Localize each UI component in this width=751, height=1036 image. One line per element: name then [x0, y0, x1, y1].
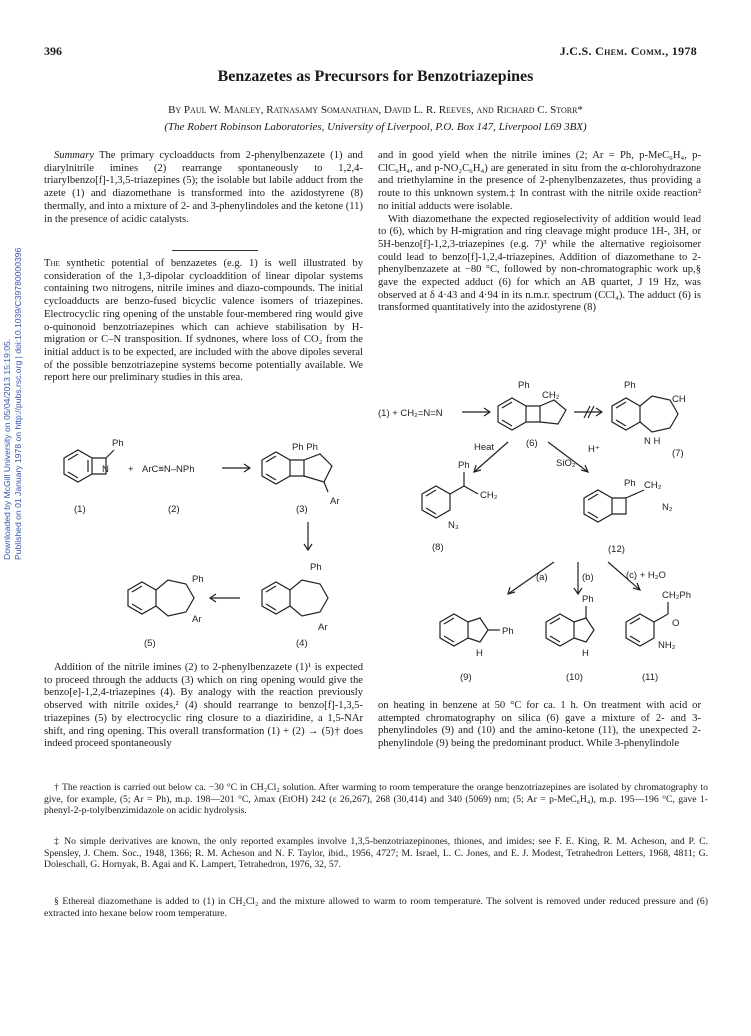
label-ph-10: Ph — [582, 594, 594, 605]
label-ch2-12: CH₂ — [644, 480, 662, 491]
affiliation: (The Robert Robinson Laboratories, University of Liverpool, P.O. Box 147, Liverpool L69 3BX) — [164, 121, 587, 133]
sio2-label: SiO₂ — [556, 458, 576, 469]
acid-treatment-paragraph: on heating in benzene at 50 °C for ca. 1 h. On treatment with acid or attempted chromatography on silica (6) gave a mixture of 2- and 3-phenylindoles (9) and (10) and the amino-ketone (11), the unexpected 2-phenylindole (9) being the predominant product. While 3-phenylindole — [378, 700, 701, 750]
compound-number-12: (12) — [608, 544, 625, 555]
compound-number-6: (6) — [526, 438, 538, 449]
author-list: By Paul W. Manley, Ratnasamy Somanathan, David L. R. Reeves, and Richard C. Storr* — [168, 104, 583, 116]
intro-paragraph — [44, 258, 363, 385]
label-ph-4: Ph — [310, 562, 322, 573]
compound-number-7: (7) — [672, 448, 684, 459]
summary-label: Summary — [54, 150, 95, 161]
label-ph-8: Ph — [458, 460, 470, 471]
label-ph-7: Ph — [624, 380, 636, 391]
label-ch2-8: CH₂ — [480, 490, 498, 501]
download-line: Downloaded by McGill University on 05/04/2013 15:19:05. — [2, 338, 12, 560]
footnote-dagger: † The reaction is carried out below ca. −30 °C in CH₂Cl₂ solution. After warming to room temperature the orange benzotriazepines are isolated by chromatography to give, for example, (5; Ar = Ph), m.p. 198—201 °C, λmax (EtOH) 242 (ε 26,267), 268 (30,414) and 340 (5069) nm; (5; Ar = p-MeC₆H₄), m.p. 195—196 °C, gave 1-phenyl-2-p-tolylbenzimidazole on acidic hydrolysis. — [44, 782, 708, 817]
yield-paragraph: and in good yield when the nitrile imines (2; Ar = Ph, p-MeC₆H₄, p-ClC₆H₄, and p-NO₂C₆H₄) are generated in situ from the α-chlorohydrazone and triethylamine in the presence of 2-phenylbenzazetes, thus providing a route to this unknown system.‡ In contrast with the nitrile oxide reaction² no initial adducts were isolable. — [378, 150, 701, 212]
label-o-11: O — [672, 618, 680, 629]
diazomethane-paragraph: With diazomethane the expected regioselectivity of addition would lead to (6), which by H-migration and ring cleavage might produce 1H-, 3H, or 5H-benzo[f]-1,2,3-triazepines (e.g. 7)³ while the alternative regioisomer could lead to benzo[f]-1,2,4-triazepines. Addition of diazomethane to 2-phenylbenzazete at −80 °C, followed by non-chromatographic work up,§ gave the expected adduct (6) for which an AB quartet, J 19 Hz, was observed at δ 4·43 and 4·94 in its n.m.r. spectrum (CCl₄). The adduct (6) is transformed quantitatively into the azidostyrene (8) — [378, 213, 701, 314]
acid-label: H⁺ — [588, 444, 600, 455]
intro-lead-word: The — [44, 258, 60, 269]
footnote-section-mark: § Ethereal diazomethane is added to (1) in CH₂Cl₂ and the mixture allowed to warm to room temperature. The solvent is removed under reduced pressure and (6) extracted into hexane below room temperature. — [44, 896, 708, 919]
compound-number-9: (9) — [460, 672, 472, 683]
right-column-bottom — [378, 700, 701, 751]
label-ph-9: Ph — [502, 626, 514, 637]
label-nh2-11: NH₂ — [658, 640, 676, 651]
label-ar-5: Ar — [192, 614, 202, 625]
label-ph-5: Ph — [192, 574, 204, 585]
compound-number-3: (3) — [296, 504, 308, 515]
label-ch-7: CH — [672, 394, 686, 405]
heat-label: Heat — [474, 442, 495, 453]
right-column-top — [378, 150, 701, 315]
label-ph-6: Ph — [518, 380, 530, 391]
compound-number-10: (10) — [566, 672, 583, 683]
left-column-top — [44, 150, 363, 226]
summary-text: The primary cycloadducts from 2-phenylbenzazete (1) and diarylnitrile imines (2) rearrange spontaneously to 1,2,4-triarylbenzo[f]-1,3,5-triazepines (5); the isolable but labile adduct from the azete (1) and diazomethane is transformed into the azidostyrene (8) thermally, and into a mixture of 2- and 3-phenylindoles and the ketone (11) in the presence of acidic catalysts. — [44, 150, 363, 225]
left-column-bottom — [44, 662, 363, 751]
label-n-1: N — [102, 464, 109, 475]
summary-paragraph — [44, 150, 363, 226]
label-ar-4: Ar — [318, 622, 328, 633]
path-c-label: (c) + H₂O — [626, 570, 666, 581]
article-title: Benzazetes as Precursors for Benzotriazepines — [217, 68, 534, 85]
label-n2-12: N₂ — [662, 502, 673, 513]
plus-sign: + — [128, 464, 134, 475]
path-a-label: (a) — [536, 572, 548, 583]
nitrile-imine-paragraph: Addition of the nitrile imines (2) to 2-phenylbenzazete (1)¹ is expected to proceed through the adducts (3) which on ring opening would give the benzo[e]-1,2,4-triazepines (4). By analogy with the reaction previously observed with nitrile oxides,² (4) should rearrange to benzo[f]-1,3,5-triazepines (5) by electrocyclic ring closure to a diaziridine, a 1,5-NAr shift, and ring opening. This overall transformation (1) + (2) → (5)† does indeed proceed spontaneously — [44, 662, 363, 750]
label-nh-7: N H — [644, 436, 661, 447]
label-n3-8: N₃ — [448, 520, 459, 531]
reagents-label: (1) + CH₂=N=N — [378, 408, 443, 419]
compound-number-11: (11) — [642, 672, 659, 683]
label-ar-3: Ar — [330, 496, 340, 507]
scheme-1-triazepine-synthesis — [44, 420, 364, 660]
compound-number-2: (2) — [168, 504, 180, 515]
label-ch2ph-11: CH₂Ph — [662, 590, 692, 601]
nitrile-imine-reagent: ArC≡N–NPh — [142, 464, 195, 475]
left-column-intro — [44, 258, 363, 385]
label-ch2-6: CH₂ — [542, 390, 560, 401]
section-rule — [172, 250, 258, 251]
download-watermark — [2, 248, 24, 560]
compound-number-4: (4) — [296, 638, 308, 649]
page-number: 396 — [44, 44, 62, 58]
label-ph-12: Ph — [624, 478, 636, 489]
label-h-9: H — [476, 648, 483, 659]
label-phph-3: Ph Ph — [292, 442, 318, 453]
doi-line: Published on 01 January 1978 on http://pubs.rsc.org | doi:10.1039/C39780000396 — [13, 247, 23, 560]
scheme-2-diazomethane-reactions — [378, 372, 708, 690]
label-h-10: H — [582, 648, 589, 659]
label-ph-1: Ph — [112, 438, 124, 449]
journal-header: J.C.S. Chem. Comm., 1978 — [559, 44, 697, 58]
compound-number-1: (1) — [74, 504, 86, 515]
path-b-label: (b) — [582, 572, 594, 583]
compound-number-5: (5) — [144, 638, 156, 649]
compound-number-8: (8) — [432, 542, 444, 553]
footnote-double-dagger: ‡ No simple derivatives are known, the only reported examples involve 1,3,5-benzotriazepinones, thiones, and imides; see F. E. King, R. M. Acheson, and P. C. Spensley, J. Chem. Soc., 1948, 1366; R. M. Acheson and N. F. Taylor, ibid., 1956, 4727; M. Israel, L. C. Jones, and E. J. Modest, Tetrahedron Letters, 1968, 4811; G. Doleschall, G. Hornyak, B. Agai and K. Lampert, Tetrahedron, 1976, 32, 57. — [44, 836, 708, 871]
intro-text: synthetic potential of benzazetes (e.g. 1) is well illustrated by consideration of the 1,3-dipolar cycloaddition of linear dipolar systems containing two nitrogens, nitrile imines and diazo-compounds. The initial cycloadducts are benzo-fused bicyclic valence isomers of triazepines. Electrocyclic ring opening of the unstable four-membered ring would give o-quinonoid benzotriazepines which can achieve stabilisation by H-migration or C–N transposition. If sydnones, where loss of CO₂ from the initial adduct is to be expected, are included with the above dipoles several of the possible benzotriazepine systems become potentially available. We report here our preliminary studies in this area. — [44, 258, 363, 384]
